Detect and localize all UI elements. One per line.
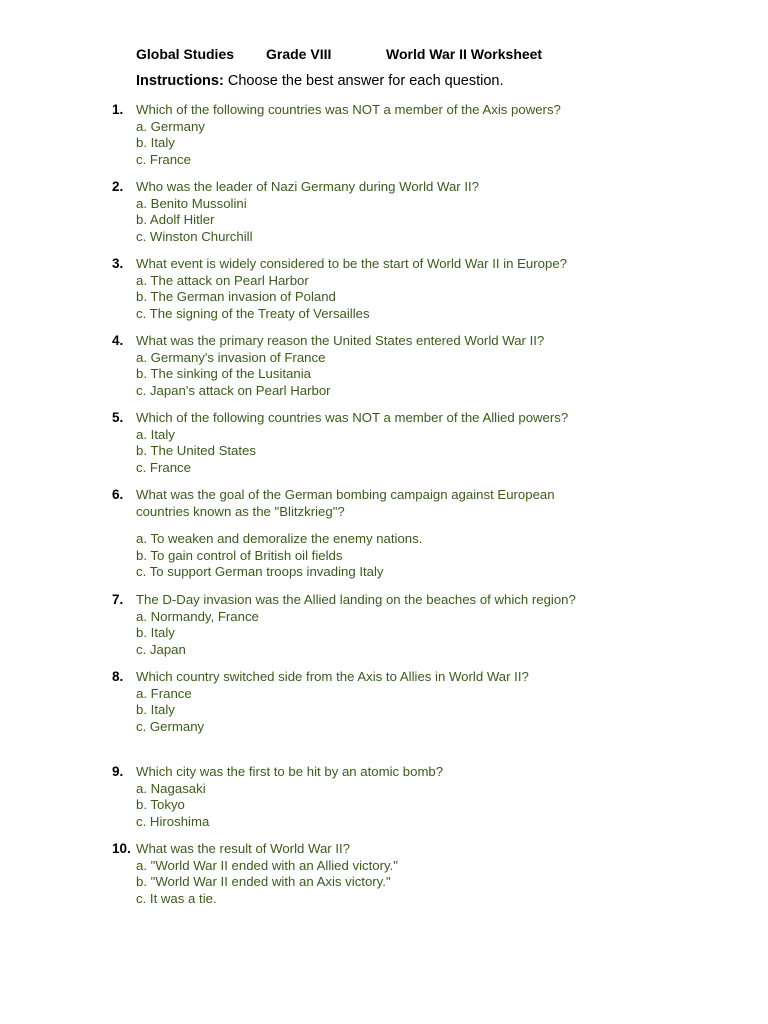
answer-option-b: b. Adolf Hitler xyxy=(136,212,215,227)
question-2 xyxy=(112,179,632,245)
answer-option-c: c. Japan xyxy=(136,641,186,657)
answer-option-b: b. "World War II ended with an Axis victory." xyxy=(136,874,391,889)
answer-option-c: c. France xyxy=(136,459,191,475)
answer-option-b: b. Italy xyxy=(136,625,175,640)
answer-option-a: a. France xyxy=(136,685,192,701)
answer-option-c: c. To support German troops invading Italy xyxy=(136,564,384,579)
worksheet-title: World War II Worksheet xyxy=(386,46,543,62)
answer-option-b: b. To gain control of British oil fields xyxy=(136,547,343,563)
question-number: 2. xyxy=(112,179,124,194)
question-text: What was the goal of the German bombing campaign against European countries known as the "Blitzkrieg"? xyxy=(136,487,555,519)
instructions xyxy=(136,73,504,89)
question-6 xyxy=(112,487,592,581)
answer-option-b: b. The United States xyxy=(136,443,256,458)
answer-option-b: b. Tokyo xyxy=(136,797,185,812)
question-7 xyxy=(112,592,632,658)
question-text: Which of the following countries was NOT a member of the Axis powers? xyxy=(136,102,561,117)
answer-option-a: a. Italy xyxy=(136,426,175,442)
question-number: 3. xyxy=(112,256,124,271)
answer-option-a: a. Benito Mussolini xyxy=(136,195,247,211)
question-5 xyxy=(112,410,632,476)
question-1 xyxy=(112,102,632,168)
question-text: Which of the following countries was NOT a member of the Allied powers? xyxy=(136,410,569,425)
question-text: Which city was the first to be hit by an atomic bomb? xyxy=(136,764,444,779)
answer-option-b: b. The sinking of the Lusitania xyxy=(136,366,311,381)
instructions-text: Choose the best answer for each question. xyxy=(223,73,504,89)
answer-option-a: a. Germany's invasion of France xyxy=(136,349,326,365)
question-number: 8. xyxy=(112,669,124,684)
answer-option-a: a. The attack on Pearl Harbor xyxy=(136,272,309,288)
question-number: 10. xyxy=(112,841,131,856)
answer-option-a: a. To weaken and demoralize the enemy nations. xyxy=(136,531,423,546)
question-number: 6. xyxy=(112,487,124,502)
question-number: 4. xyxy=(112,333,124,348)
question-9 xyxy=(112,764,632,830)
question-text: Who was the leader of Nazi Germany during World War II? xyxy=(136,179,480,194)
question-text: The D-Day invasion was the Allied landing on the beaches of which region? xyxy=(136,592,576,607)
question-text: What was the result of World War II? xyxy=(136,841,350,856)
question-number: 7. xyxy=(112,592,124,607)
answer-option-a: a. Germany xyxy=(136,118,205,134)
question-text: What was the primary reason the United States entered World War II? xyxy=(136,333,545,348)
question-number: 5. xyxy=(112,410,124,425)
answer-option-a: a. "World War II ended with an Allied victory." xyxy=(136,857,398,873)
question-8 xyxy=(112,669,632,735)
subject-heading: Global Studies xyxy=(136,46,235,62)
question-4 xyxy=(112,333,632,399)
answer-option-c: c. Japan's attack on Pearl Harbor xyxy=(136,382,331,398)
question-3 xyxy=(112,256,632,322)
answer-option-b: b. Italy xyxy=(136,702,175,717)
answer-option-a: a. Normandy, France xyxy=(136,608,259,624)
instructions-label: Instructions: xyxy=(136,73,224,89)
question-text: What event is widely considered to be the start of World War II in Europe? xyxy=(136,256,567,271)
answer-option-c: c. Hiroshima xyxy=(136,813,210,829)
answer-option-c: c. Winston Churchill xyxy=(136,228,253,244)
answer-option-c: c. It was a tie. xyxy=(136,890,217,906)
answer-option-b: b. Italy xyxy=(136,135,175,150)
answer-option-c: c. Germany xyxy=(136,718,205,734)
question-number: 1. xyxy=(112,102,124,117)
question-10 xyxy=(112,841,632,907)
grade-heading: Grade VIII xyxy=(266,46,332,62)
answer-option-a: a. Nagasaki xyxy=(136,780,206,796)
question-number: 9. xyxy=(112,764,124,779)
answer-option-b: b. The German invasion of Poland xyxy=(136,289,336,304)
answer-option-c: c. France xyxy=(136,151,191,167)
question-text: Which country switched side from the Axis to Allies in World War II? xyxy=(136,669,529,684)
answer-option-c: c. The signing of the Treaty of Versailles xyxy=(136,305,370,321)
